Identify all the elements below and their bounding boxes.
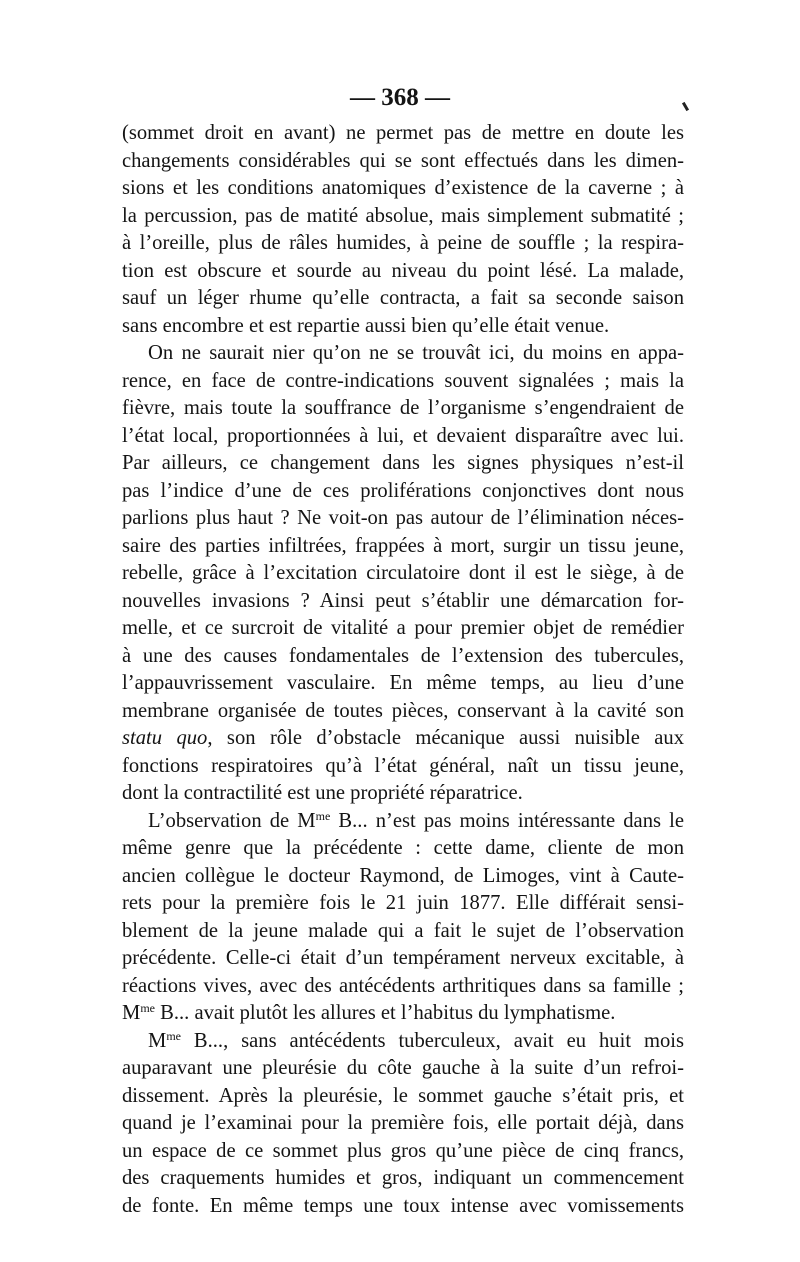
text-fragment: M	[122, 1002, 141, 1024]
text-line: dissement. Après la pleurésie, le sommet gauche s’était pris, et	[122, 1084, 684, 1107]
text-line: nouvelles invasions ? Ainsi peut s’établir une démarcation for-	[122, 589, 684, 612]
text-line: changements considérables qui se sont effectués dans les dimen-	[122, 149, 684, 172]
text-line: même genre que la précédente : cette dame, cliente de mon	[122, 837, 684, 859]
text-line: membrane organisée de toutes pièces, conservant à la cavité son	[122, 699, 684, 722]
text-line: sans encombre et est repartie aussi bien qu’elle était venue.	[122, 314, 610, 337]
italic-phrase: statu quo	[122, 727, 208, 749]
text-line: fonctions respiratoires qu’à l’état général, naît un tissu jeune,	[122, 754, 684, 777]
text-line: la percussion, pas de matité absolue, mais simplement submatité ;	[122, 204, 684, 227]
text-line: des craquements humides et gros, indiquant un commencement	[122, 1167, 684, 1189]
text-line	[122, 725, 684, 753]
text-line: rence, en face de contre-indications souvent signalées ; mais la	[122, 369, 684, 392]
text-line: fièvre, mais toute la souffrance de l’organisme s’engendraient de	[122, 397, 684, 419]
text-fragment: B... n’est pas moins intéressante dans le	[330, 809, 684, 832]
text-line: blement de la jeune malade qui a fait le sujet de l’observation	[122, 919, 684, 942]
text-line: tion est obscure et sourde au niveau du point lésé. La malade,	[122, 259, 684, 282]
text-line: pas l’indice d’une de ces proliférations conjonctives dont nous	[122, 479, 684, 502]
text-line	[122, 1000, 684, 1028]
title-abbreviation: me	[315, 808, 331, 823]
title-abbreviation: me	[140, 1001, 155, 1015]
text-line: auparavant une pleurésie du côte gauche à la suite d’un refroi-	[122, 1057, 684, 1079]
text-fragment: , son rôle d’obstacle mécanique aussi nuisible aux	[207, 727, 684, 749]
text-line: Par ailleurs, ce changement dans les signes physiques n’est-il	[122, 452, 684, 474]
text-line: à l’oreille, plus de râles humides, à peine de souffle ; la respira-	[122, 232, 684, 254]
text-line: l’appauvrissement vasculaire. En même temps, au lieu d’une	[122, 672, 684, 694]
text-fragment: B... avait plutôt les allures et l’habitus du lymphatisme.	[154, 1002, 616, 1024]
text-line: dont la contractilité est une propriété réparatrice.	[122, 782, 523, 804]
text-line: sions et les conditions anatomiques d’existence de la caverne ; à	[122, 177, 684, 199]
text-line: sauf un léger rhume qu’elle contracta, a fait sa seconde saison	[122, 287, 684, 309]
text-line: parlions plus haut ? Ne voit-on pas autour de l’élimination néces-	[122, 507, 684, 529]
text-line: On ne saurait nier qu’on ne se trouvât ici, du moins en appa-	[148, 342, 684, 364]
text-line: rebelle, grâce à l’excitation circulatoire dont il est le siège, à de	[122, 562, 684, 584]
text-fragment: B..., sans antécédents tuberculeux, avait eu huit mois	[180, 1029, 684, 1052]
page-number: — 368 —	[350, 84, 450, 111]
text-line: un espace de ce sommet plus gros qu’une pièce de cinq francs,	[122, 1139, 684, 1162]
text-line: quand je l’examinai pour la première fois, elle portait déjà, dans	[122, 1112, 684, 1134]
text-line: ancien collègue le docteur Raymond, de Limoges, vint à Caute-	[122, 864, 684, 887]
text-line: rets pour la première fois le 21 juin 1877. Elle différait sensi-	[122, 892, 684, 914]
text-line	[122, 1028, 684, 1056]
text-line: précédente. Celle-ci était d’un tempérament nerveux excitable, à	[122, 947, 684, 969]
title-abbreviation: me	[166, 1028, 181, 1043]
text-fragment: M	[148, 1029, 167, 1052]
text-fragment: L’observation de M	[148, 809, 316, 832]
text-line: (sommet droit en avant) ne permet pas de mettre en doute les	[122, 122, 684, 144]
text-line: saire des parties infiltrées, frappées à mort, surgir un tissu jeune,	[122, 534, 684, 557]
text-line: melle, et ce surcroit de vitalité a pour premier objet de remédier	[122, 617, 684, 639]
text-line: réactions vives, avec des antécédents arthritiques dans sa famille ;	[122, 974, 684, 997]
text-line	[122, 808, 684, 836]
text-line: de fonte. En même temps une toux intense avec vomissements	[122, 1194, 684, 1217]
body-text	[122, 120, 684, 1220]
text-line: à une des causes fondamentales de l’extension des tubercules,	[122, 644, 684, 667]
text-line: l’état local, proportionnées à lui, et devaient disparaître avec lui.	[122, 424, 684, 447]
